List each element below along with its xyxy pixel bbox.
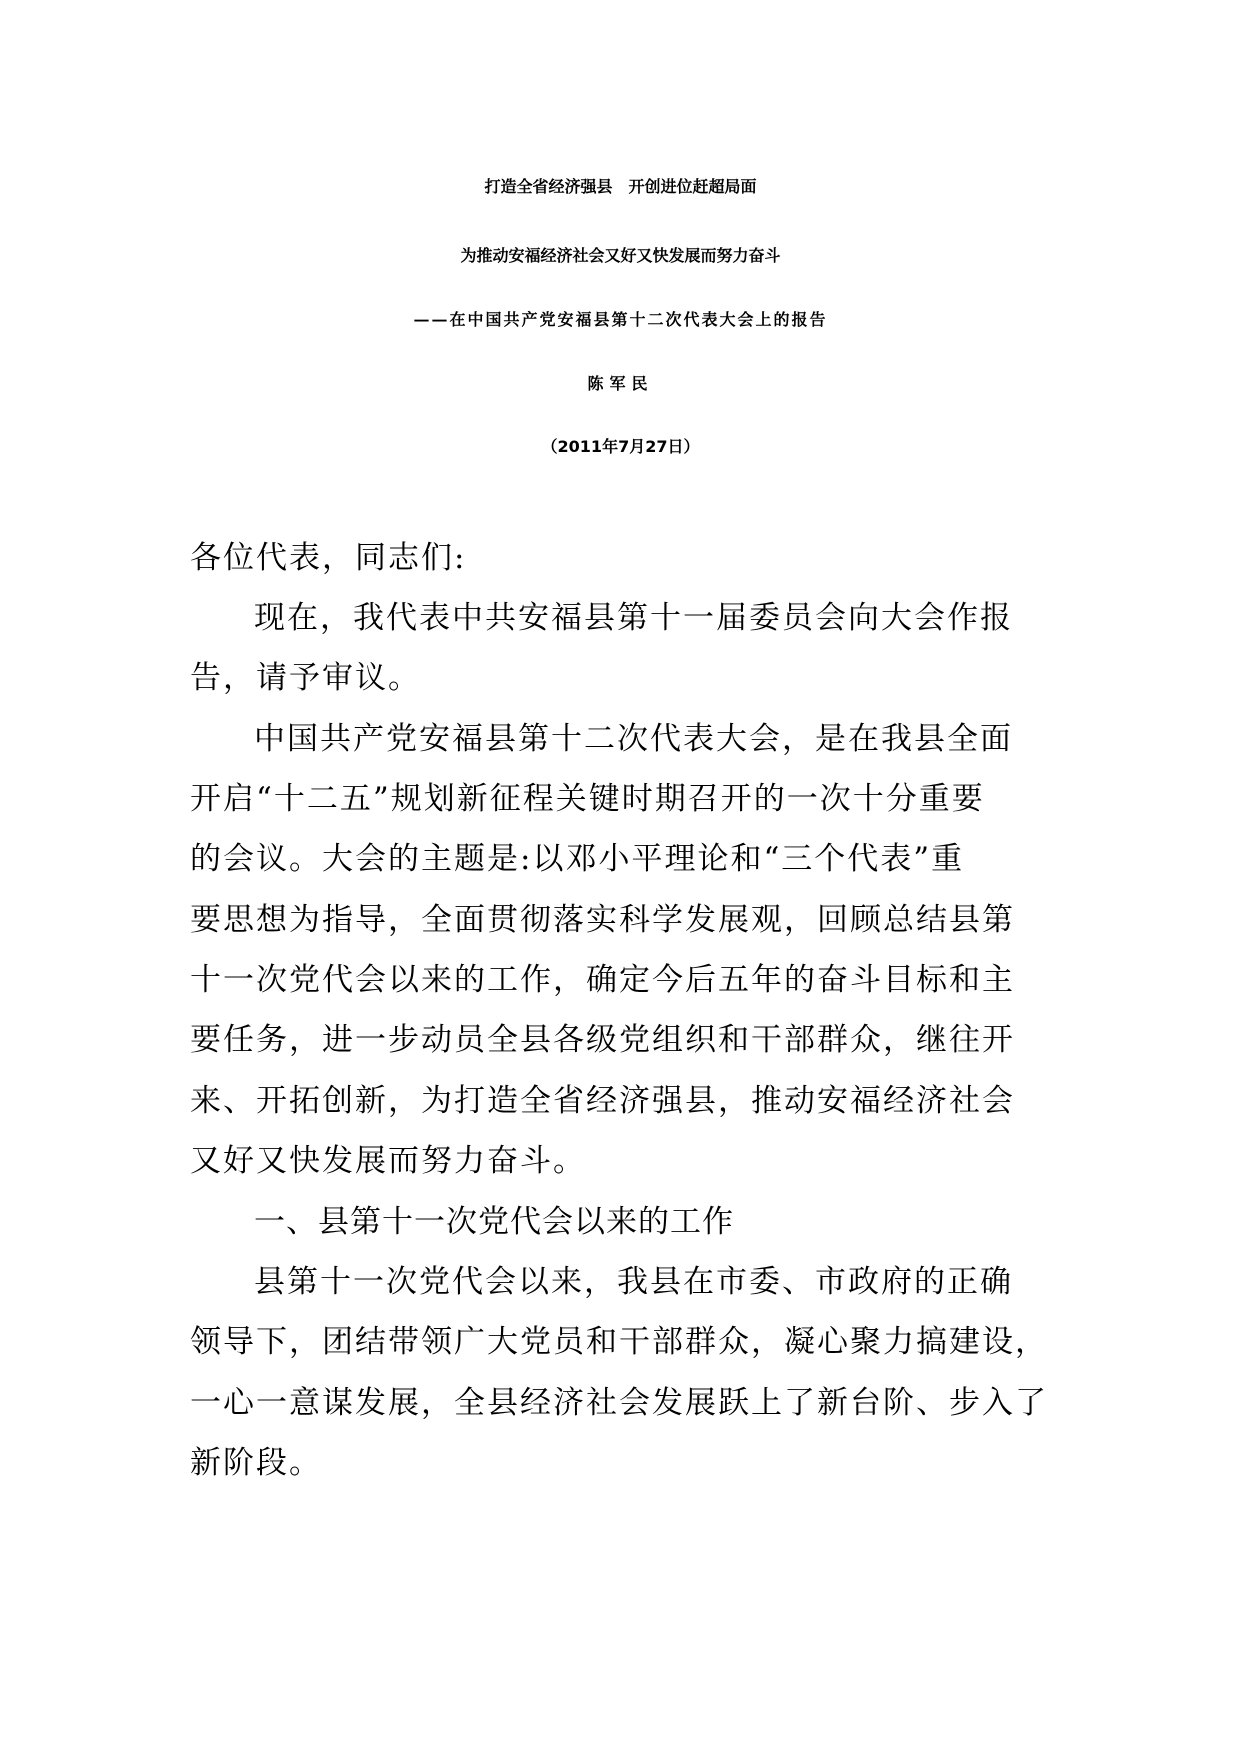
title-line-1: 打造全省经济强县 开创进位赶超局面 (484, 177, 757, 196)
section-1-heading: 一、县第十一次党代会以来的工作 (254, 1204, 734, 1240)
title-line-2: 为推动安福经济社会又好又快发展而努力奋斗 (460, 246, 781, 265)
paragraph-2-line-8: 又好又快发展而努力奋斗。 (190, 1143, 586, 1179)
paragraph-2-line-2: 开启“十二五”规划新征程关键时期召开的一次十分重要 (190, 781, 985, 817)
paragraph-2-line-7: 来、开拓创新，为打造全省经济强县，推动安福经济社会 (190, 1083, 1015, 1119)
paragraph-3-line-2: 领导下，团结带领广大党员和干部群众，凝心聚力搞建设， (190, 1324, 1048, 1360)
paragraph-2-line-4: 要思想为指导，全面贯彻落实科学发展观，回顾总结县第 (190, 902, 1015, 938)
report-subtitle: ——在中国共产党安福县第十二次代表大会上的报告 (413, 310, 828, 329)
paragraph-2-line-5: 十一次党代会以来的工作，确定今后五年的奋斗目标和主 (190, 962, 1015, 998)
paragraph-3-line-1: 县第十一次党代会以来，我县在市委、市政府的正确 (254, 1264, 1013, 1300)
paragraph-1-line-2: 告，请予审议。 (190, 660, 421, 696)
paragraph-2-line-1: 中国共产党安福县第十二次代表大会，是在我县全面 (254, 721, 1013, 757)
paragraph-3-line-3: 一心一意谋发展，全县经济社会发展跃上了新台阶、步入了 (190, 1385, 1048, 1421)
salutation: 各位代表，同志们: (190, 540, 467, 576)
paragraph-2-line-6: 要任务，进一步动员全县各级党组织和干部群众，继往开 (190, 1022, 1015, 1058)
author-name: 陈军民 (587, 374, 654, 393)
report-date: （2011年7月27日） (541, 437, 700, 456)
paragraph-3-line-4: 新阶段。 (190, 1445, 322, 1481)
paragraph-2-line-3: 的会议。大会的主题是:以邓小平理论和“三个代表”重 (190, 841, 965, 877)
paragraph-1-line-1: 现在，我代表中共安福县第十一届委员会向大会作报 (254, 600, 1013, 636)
